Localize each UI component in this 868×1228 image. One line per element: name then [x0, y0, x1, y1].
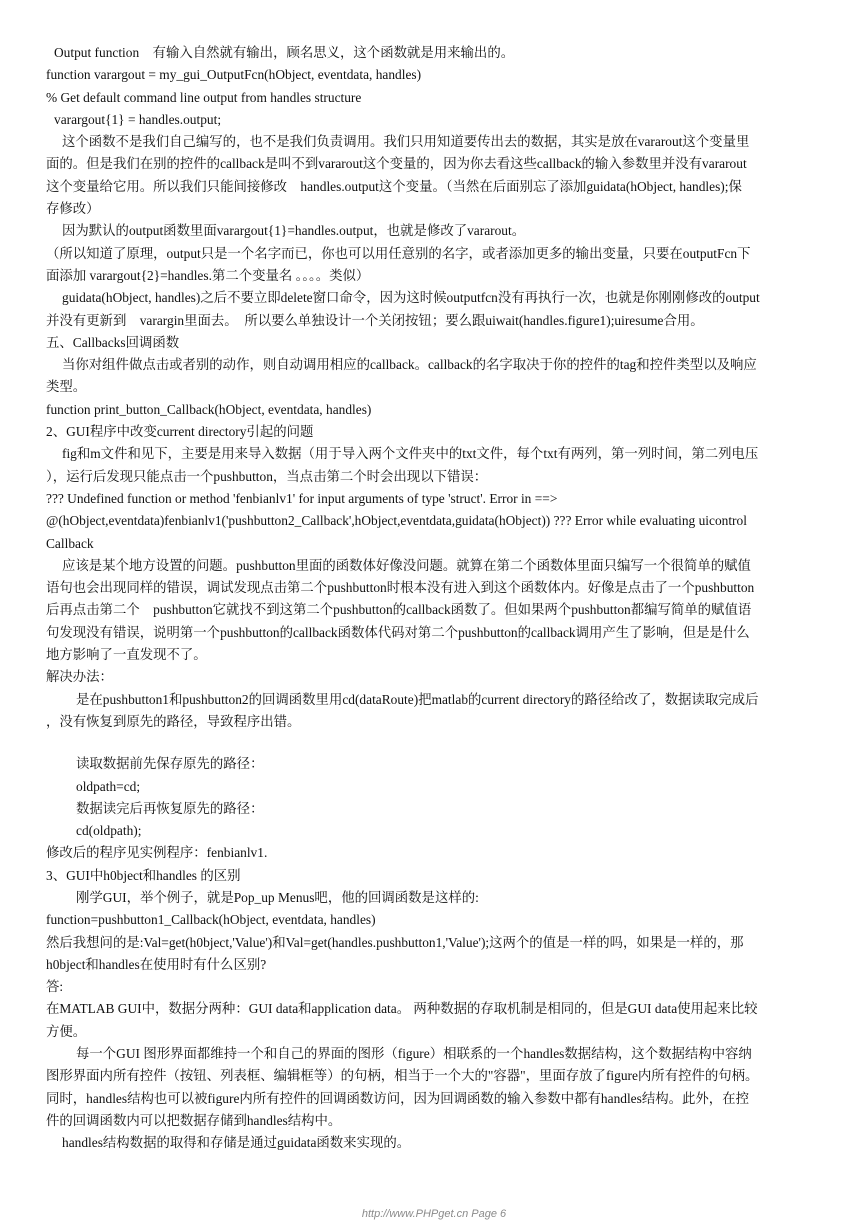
page-footer: http://www.PHPget.cn Page 6	[361, 1208, 507, 1220]
text-line: 这个变量给它用。所以我们只能间接修改 handles.output这个变量。（当然在后面别忘了添加guidata(hObject, handles);保	[46, 178, 742, 194]
section-heading: 五、Callbacks回调函数	[46, 334, 180, 350]
section-label: 解决办法：	[46, 669, 113, 685]
text-line: 件的回调函数内可以把数据存储到handles结构中。	[46, 1112, 342, 1128]
text-line: 数据读完后再恢复原先的路径：	[76, 800, 264, 816]
text-line: fig和m文件和见下，主要是用来导入数据（用于导入两个文件夹中的txt文件，每个txt有两列，第一列时间，第二列电压	[62, 446, 759, 462]
text-line: 后再点击第二个 pushbutton它就找不到这第二个pushbutton的callback函数了。但如果两个pushbutton都编写简单的赋值语	[46, 602, 752, 618]
code-line: varargout{1} = handles.output;	[54, 111, 222, 127]
document-body	[46, 42, 824, 1155]
section-label: 答:	[46, 979, 64, 995]
code-line: function varargout = my_gui_OutputFcn(hObject, eventdata, handles)	[46, 67, 422, 83]
text-line: 是在pushbutton1和pushbutton2的回调函数里用cd(dataRoute)把matlab的current directory的路径给改了，数据读取完成后	[76, 691, 759, 707]
text-line: 在MATLAB GUI中，数据分两种：GUI data和application data。 两种数据的存取机制是相同的，但是GUI data使用起来比较	[46, 1001, 758, 1017]
code-line: cd(oldpath);	[76, 823, 142, 839]
text-line: 每一个GUI 图形界面都维持一个和自己的界面的图形（figure）相联系的一个handles数据结构，这个数据结构中容纳	[76, 1046, 752, 1062]
code-line: oldpath=cd;	[76, 778, 141, 794]
text-line: 面添加 varargout{2}=handles.第二个变量名 。。。。类似）	[46, 267, 370, 283]
code-comment-line: % Get default command line output from handles structure	[46, 89, 362, 105]
text-line: Output function 有输入自然就有输出，顾名思义，这个函数就是用来输出的。	[54, 45, 515, 60]
text-line: 当你对组件做点击或者别的动作，则自动调用相应的callback。callback的名字取决于你的控件的tag和控件类型以及响应	[62, 357, 757, 373]
text-line: ），运行后发现只能点击一个pushbutton，当点击第二个时会出现以下错误：	[46, 468, 488, 484]
error-line: @(hObject,eventdata)fenbianlv1('pushbutton2_Callback',hObject,eventdata,guidata(hObject)) ??? Error while evaluating uicontrol	[46, 513, 747, 529]
text-line: 然后我想问的是:Val=get(h0bject,'Value')和Val=get(handles.pushbutton1,'Value');这两个的值是一样的吗，如果是一样的，那	[46, 934, 744, 950]
text-line: 句发现没有错误，说明第一个pushbutton的callback函数体代码对第二个pushbutton的callback调用产生了影响，但是是什么	[46, 624, 750, 640]
text-line: guidata(hObject, handles)之后不要立即delete窗口命令，因为这时候outputfcn没有再执行一次，也就是你刚刚修改的output	[62, 290, 760, 306]
code-line: function print_button_Callback(hObject, eventdata, handles)	[46, 401, 372, 417]
text-line: 同时，handles结构也可以被figure内所有控件的回调函数访问，因为回调函数的输入参数中都有handles结构。此外，在控	[46, 1090, 749, 1106]
text-line: 方便。	[46, 1023, 87, 1039]
text-line: 面的。但是我们在别的控件的callback是叫不到vararout这个变量的，因为你去看这些callback的输入参数里并没有vararout	[46, 156, 747, 172]
text-line: 修改后的程序见实例程序：fenbianlv1.	[46, 845, 268, 861]
text-line: 刚学GUI，举个例子，就是Pop_up Menus吧，他的回调函数是这样的:	[76, 889, 479, 905]
text-line: 类型。	[46, 379, 87, 395]
text-line: 存修改）	[46, 201, 100, 217]
text-line: （所以知道了原理，output只是一个名字而已，你也可以用任意别的名字，或者添加更多的输出变量，只要在outputFcn下	[46, 245, 751, 261]
section-heading: 2、GUI程序中改变current directory引起的问题	[46, 424, 314, 440]
text-line: 读取数据前先保存原先的路径：	[76, 756, 264, 772]
text-line: 并没有更新到 varargin里面去。 所以要么单独设计一个关闭按钮；要么跟uiwait(handles.figure1);uiresume合用。	[46, 312, 704, 328]
code-line: function=pushbutton1_Callback(hObject, eventdata, handles)	[46, 912, 376, 928]
text-line: 这个函数不是我们自己编写的，也不是我们负责调用。我们只用知道要传出去的数据，其实是放在vararout这个变量里	[62, 134, 750, 150]
text-line: 应该是某个地方设置的问题。pushbutton里面的函数体好像没问题。就算在第二个函数体里面只编写一个很简单的赋值	[62, 557, 751, 573]
text-line: 因为默认的output函数里面varargout{1}=handles.output，也就是修改了vararout。	[62, 223, 526, 239]
text-line: 语句也会出现同样的错误，调试发现点击第二个pushbutton时根本没有进入到这个函数体内。好像是点击了一个pushbutton	[46, 580, 755, 596]
text-line: handles结构数据的取得和存储是通过guidata函数来实现的。	[62, 1135, 411, 1151]
text-line: 图形界面内所有控件（按钮、列表框、编辑框等）的句柄，相当于一个大的"容器"，里面存放了figure内所有控件的句柄。	[46, 1068, 759, 1084]
text-line: ，没有恢复到原先的路径，导致程序出错。	[46, 713, 301, 729]
text-line: h0bject和handles在使用时有什么区别?	[46, 956, 267, 972]
error-line: Callback	[46, 535, 94, 551]
text-line: 地方影响了一直发现不了。	[46, 647, 207, 663]
blank-spacer	[46, 733, 824, 753]
error-line: ??? Undefined function or method 'fenbianlv1' for input arguments of type 'struct'. Error in ==>	[46, 490, 558, 506]
section-heading: 3、GUI中h0bject和handles 的区别	[46, 867, 241, 883]
